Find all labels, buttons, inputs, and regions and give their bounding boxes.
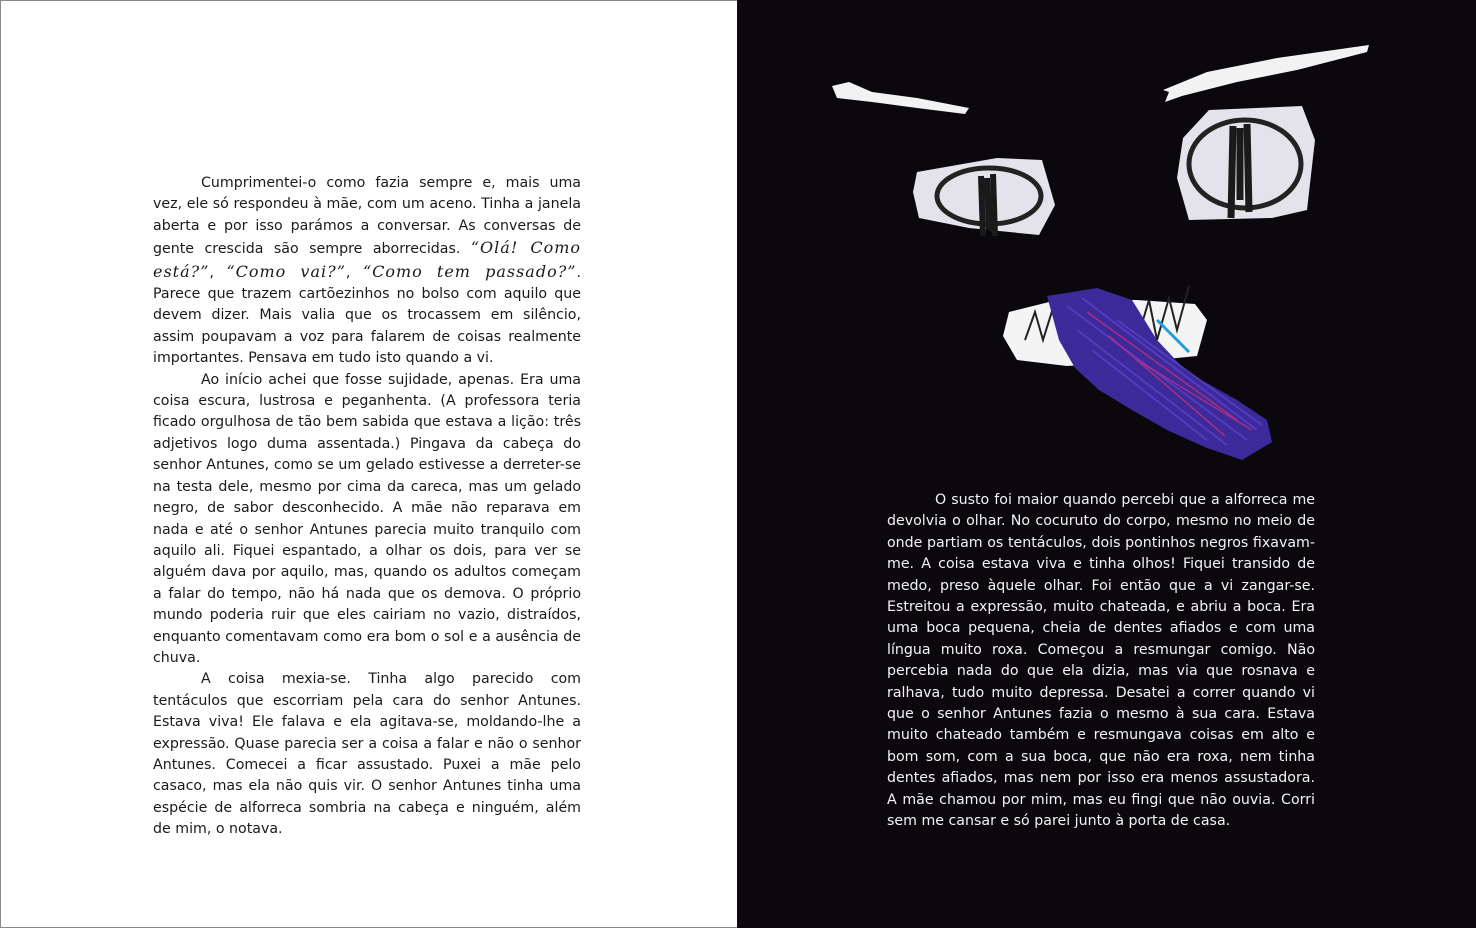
right-page-text: [887, 490, 1315, 833]
right-eye: [1177, 106, 1315, 220]
separator: ,: [345, 264, 363, 281]
paragraph-1-text: Cumprimentei-o como fazia sempre e, mais uma vez, ele só respondeu à mãe, com um aceno. Tinha a janela aberta e por isso parámos a conversar. As conversas de gente crescida são sempre aborrecidas.: [153, 175, 581, 258]
paragraph-3: A coisa mexia-se. Tinha algo parecido com tentáculos que escorriam pela cara do senhor Antunes. Estava viva! Ele falava e ela agitava-se, moldando-lhe a expressão. Quase parecia ser a coisa a falar e não o senhor Antunes. Comecei a ficar assustado. Puxei a mãe pelo casaco, mas ela não quis vir. O senhor Antunes tinha uma espécie de alforreca sombria na cabeça e ninguém, além de mim, o notava.: [153, 671, 581, 838]
right-eyebrow: [1163, 45, 1369, 102]
paragraph-2: Ao início achei que fosse sujidade, apenas. Era uma coisa escura, lustrosa e peganhenta. (A professora teria ficado orgulhosa de tão bem sabida que estava a lição: três adjetivos logo duma assentada.) Pingava da cabeça do senhor Antunes, como se um gelado estivesse a derreter-se na testa dele, mesmo por cima da careca, mas um gelado negro, de sabor desconhecido. A mãe não reparava em nada e até o senhor Antunes parecia muito tranquilo com aquilo ali. Fiquei espantado, a olhar os dois, para ver se alguém dava por aquilo, mas, quando os adultos começam a falar do tempo, não há nada que os demova. O próprio mundo poderia ruir que eles cairiam no vazio, distraídos, enquanto comentavam como era bom o sol e a ausência de chuva.: [153, 371, 581, 666]
right-page: [737, 0, 1476, 928]
left-eye: [913, 158, 1055, 236]
left-page-text: [153, 173, 581, 841]
creature-face-illustration: [737, 0, 1476, 490]
handwritten-greeting-3: “Como tem passado?”: [362, 261, 577, 281]
separator: ,: [209, 264, 227, 281]
handwritten-greeting-1: “Olá! Como está?”: [153, 238, 582, 281]
left-page: [0, 0, 737, 928]
paragraph-1-text-end: . Parece que trazem cartõezinhos no bolso com aquilo que devem dizer. Mais valia que os trocassem em silêncio, assim poupavam a voz para falarem de coisas realmente importantes. Pensava em tudo isto quando a vi.: [153, 264, 581, 367]
left-eyebrow: [832, 82, 969, 114]
right-paragraph: O susto foi maior quando percebi que a alforreca me devolvia o olhar. No cocuruto do corpo, mesmo no meio de onde partiam os tentáculos, dois pontinhos negros fixavam-me. A coisa estava viva e tinha olhos! Fiquei transido de medo, preso àquele olhar. Foi então que a vi zangar-se. Estreitou a expressão, muito chateada, e abriu a boca. Era uma boca pequena, cheia de dentes afiados e com uma língua muito roxa. Começou a resmungar comigo. Não percebia nada do que ela dizia, mas via que rosnava e ralhava, tudo muito depressa. Desatei a correr quando vi que o senhor Antunes fazia o mesmo à sua cara. Estava muito chateado também e resmungava coisas em alto e bom som, com a sua boca, que não era roxa, nem tinha dentes afiados, mas nem por isso era menos assustadora. A mãe chamou por mim, mas eu fingi que não ouvia. Corri sem me cansar e só parei junto à porta de casa.: [887, 492, 1315, 830]
handwritten-greeting-2: “Como vai?”: [226, 261, 346, 281]
paragraph-1: [153, 173, 581, 370]
